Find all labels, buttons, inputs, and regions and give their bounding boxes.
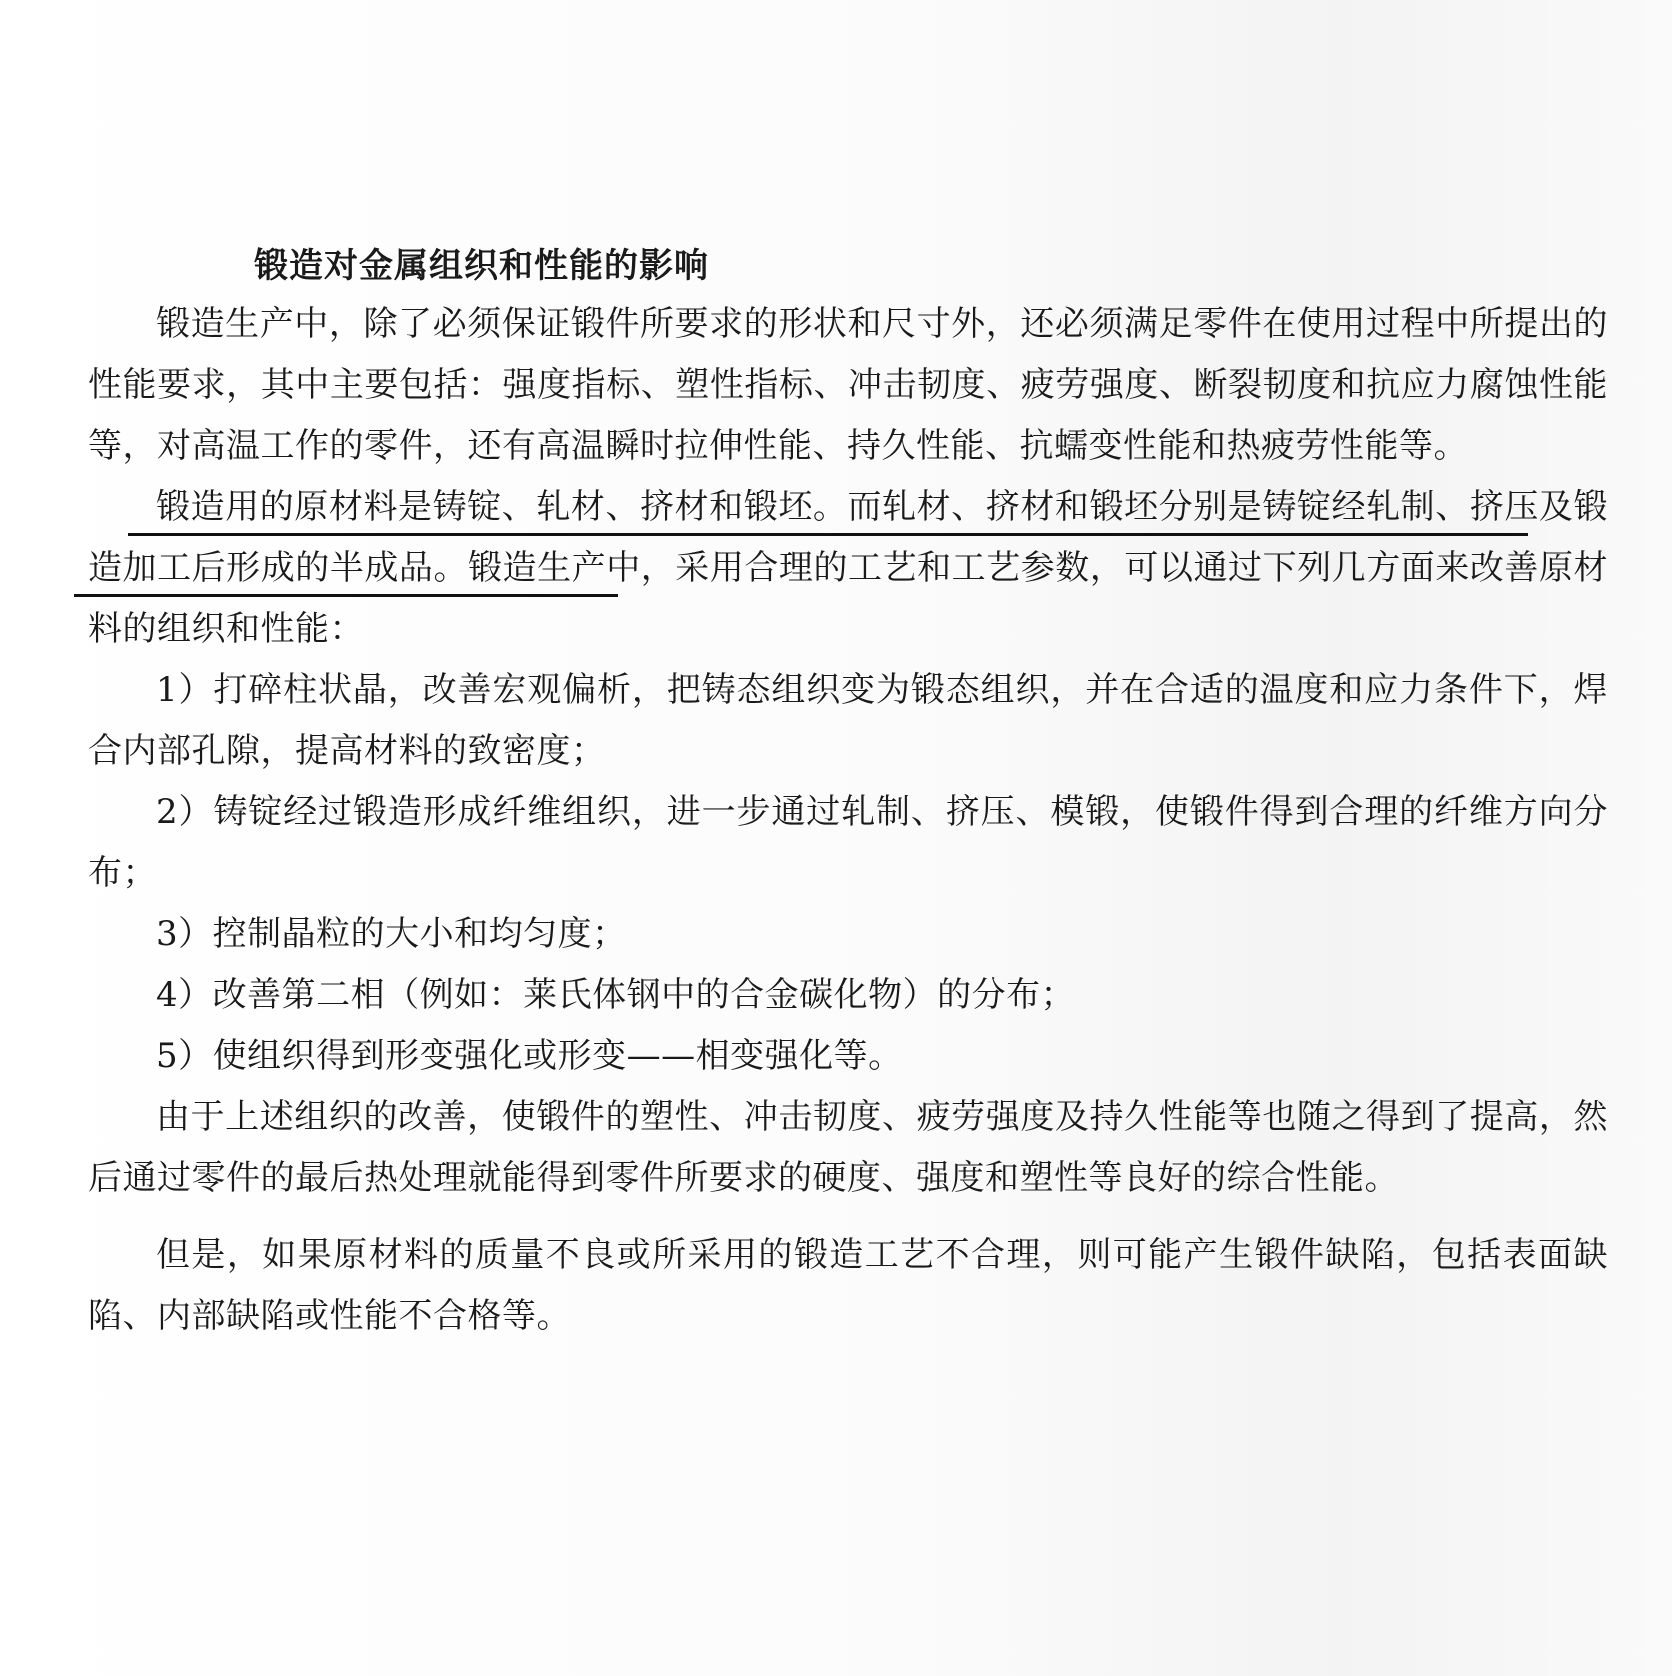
underline-mark-1 xyxy=(128,533,1528,536)
underline-mark-2 xyxy=(74,594,618,597)
underlined-text: 锻造用的原材料是铸锭、轧材、挤材和锻坯。而轧材、挤材和锻坯分别是铸锭经轧制、挤压及锻造加工后形成的半成品。 xyxy=(88,487,1608,588)
list-item-4: 4）改善第二相（例如：莱氏体钢中的合金碳化物）的分布； xyxy=(156,975,1076,1015)
document-page xyxy=(88,238,1608,1347)
paragraph-improvement-result: 由于上述组织的改善，使锻件的塑性、冲击韧度、疲劳强度及持久性能等也随之得到了提高，然后通过零件的最后热处理就能得到零件所要求的硬度、强度和塑性等良好的综合性能。 xyxy=(88,1097,1608,1198)
section-title: 锻造对金属组织和性能的影响 xyxy=(254,246,709,286)
list-item-3: 3）控制晶粒的大小和均匀度； xyxy=(156,914,627,954)
paragraph-performance-requirements: 锻造生产中，除了必须保证锻件所要求的形状和尺寸外，还必须满足零件在使用过程中所提出的性能要求，其中主要包括：强度指标、塑性指标、冲击韧度、疲劳强度、断裂韧度和抗应力腐蚀性能等，对高温工作的零件，还有高温瞬时拉伸性能、持久性能、抗蠕变性能和热疲劳性能等。 xyxy=(88,304,1608,466)
paragraph-raw-materials xyxy=(88,477,1608,660)
list-item-5: 5）使组织得到形变强化或形变——相变强化等。 xyxy=(156,1036,903,1076)
paragraph-defects: 但是，如果原材料的质量不良或所采用的锻造工艺不合理，则可能产生锻件缺陷，包括表面缺陷、内部缺陷或性能不合格等。 xyxy=(88,1235,1608,1336)
list-item-1: 1）打碎柱状晶，改善宏观偏析，把铸态组织变为锻态组织，并在合适的温度和应力条件下，焊合内部孔隙，提高材料的致密度； xyxy=(88,670,1608,771)
paragraph-raw-materials-rest: 锻造生产中，采用合理的工艺和工艺参数，可以通过下列几方面来改善原材料的组织和性能： xyxy=(88,548,1609,649)
list-item-2: 2）铸锭经过锻造形成纤维组织，进一步通过轧制、挤压、模锻，使锻件得到合理的纤维方向分布； xyxy=(88,792,1608,893)
